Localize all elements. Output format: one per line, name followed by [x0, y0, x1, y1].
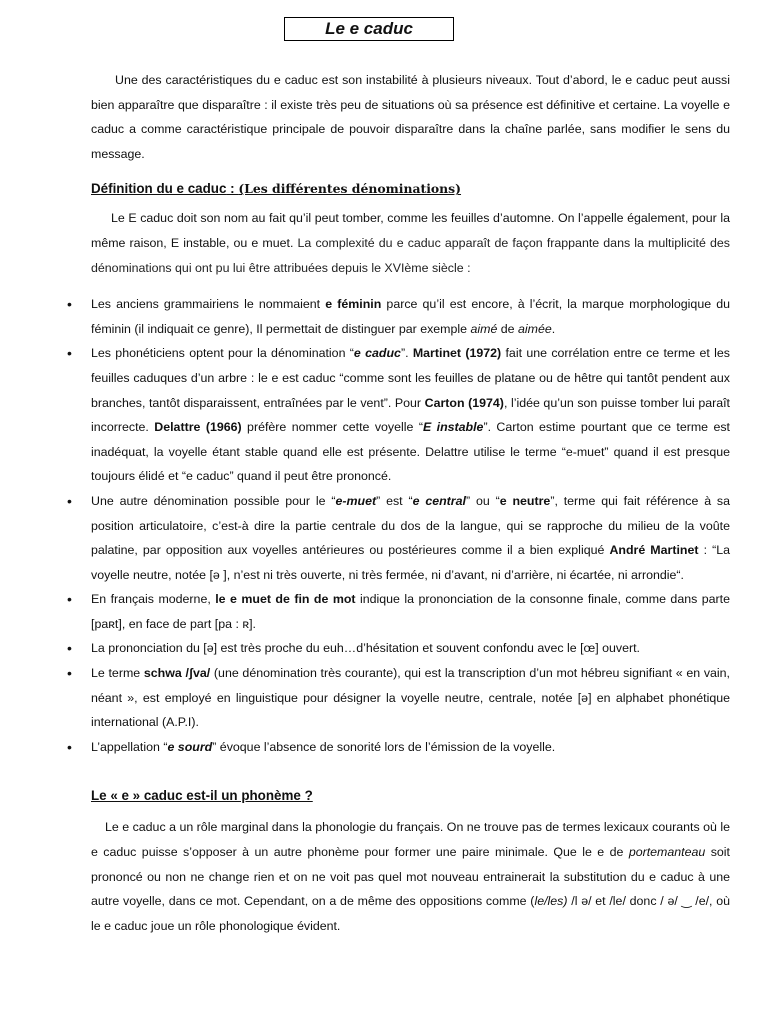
text-run: ”. Carton estime pourtant que ce terme est inadéquat, la voyelle étant stable quand elle est présente. Delattre utilise le terme “e-muet” quand il est presque toujours élidé et “e caduc” quand il peut être prononcé. — [91, 420, 730, 484]
text-run: ” est “ — [376, 493, 413, 508]
list-item — [91, 587, 730, 636]
section-heading-main: Définition du e caduc — [91, 181, 227, 197]
term-bold: e féminin — [325, 297, 382, 312]
term-bold-italic: E instable — [422, 420, 484, 435]
text-run: Une autre dénomination possible pour le “ — [91, 493, 336, 508]
text-run: Les phonéticiens optent pour la dénomination “ — [91, 346, 354, 361]
denominations-list — [91, 292, 730, 759]
section-heading-colon: : — [226, 181, 239, 197]
term-italic: aimé — [470, 321, 498, 336]
text-run: Le e caduc a un rôle marginal dans la phonologie du français. On ne trouve pas de termes lexicaux courants où le e caduc puisse s’opposer à un autre phonème pour former une paire minimale. Que le e de — [91, 820, 730, 860]
text-run: En français moderne, — [91, 592, 216, 607]
term-bold-italic: e caduc — [353, 346, 401, 361]
text-run: de — [497, 321, 519, 336]
text-run: (une dénomination très courante), qui est la transcription d’un mot hébreu signifiant « en vain, néant », est employé en linguistique pour désigner la voyelle neutre, centrale, notée [ə] en alphabet phonétique international (A.P.I). — [91, 666, 730, 730]
text-run: ” ou “ — [465, 493, 500, 508]
list-item: • La prononciation du [ə] est très proche du euh…d’hésitation et souvent confondu avec le [œ] ouvert. — [91, 636, 730, 661]
term-italic: portemanteau — [628, 845, 706, 860]
author-ref: Carton (1974) — [424, 395, 504, 410]
author-ref: André Martinet — [609, 543, 699, 558]
document-title: Le e caduc — [284, 17, 454, 41]
section-heading-sub: (Les différentes dénominations) — [238, 181, 462, 197]
term-bold: e neutre — [499, 493, 551, 508]
list-item — [91, 341, 730, 489]
text-run: parce qu’il est encore, à l’écrit, la marque morphologique du féminin (il indiquait ce genre), Il permettait de distinguer par exemple — [91, 297, 730, 336]
intro-paragraph: Une des caractéristiques du e caduc est son instabilité à plusieurs niveaux. Tout d’abord, le e caduc peut aussi bien apparaître que disparaître : il existe très peu de situations où sa présence est définitive et certaine. La voyelle e caduc a comme caractéristique principale de pouvoir disparaître dans la chaîne parlée, sans modifier le sens du message. — [91, 73, 730, 161]
term-italic: aimée — [518, 321, 552, 336]
text-run: /l ə/ et /le/ donc / ə/ ‿ /e/, où le e caduc joue un rôle phonologique évident. — [91, 894, 731, 933]
author-ref: Martinet (1972) — [412, 346, 502, 361]
text-run: indique la prononciation de la consonne finale, comme dans parte [paʀt], en face de part [pa : ʀ]. — [91, 592, 730, 631]
term-bold-italic: e central — [412, 493, 466, 508]
list-item — [91, 661, 730, 735]
term-bold-italic: e sourd — [167, 739, 213, 754]
section-heading-definition — [91, 178, 730, 200]
text-run: L’appellation “ — [91, 739, 168, 754]
definition-text-2: La complexité du e caduc apparaît de façon frappante dans la multiplicité des dénominations qui ont pu lui être attribuées depuis le XVIème siècle : — [91, 235, 730, 275]
document-body — [91, 68, 730, 938]
text-run: préfère nommer cette voyelle “ — [241, 420, 423, 435]
definition-paragraph — [91, 206, 730, 280]
list-item — [91, 489, 730, 587]
author-ref: Delattre (1966) — [154, 420, 242, 435]
text-run: Les anciens grammairiens le nommaient — [91, 297, 326, 312]
phoneme-paragraph — [91, 815, 730, 938]
list-item — [91, 292, 730, 341]
term-italic: le/les) — [534, 894, 568, 909]
text-run: , l’idée qu’un son puisse tomber lui paraît incorrecte. — [91, 395, 730, 435]
section-heading-phoneme: Le « e » caduc est-il un phonème ? — [91, 788, 313, 804]
text-run: : “La voyelle neutre, notée [ə ], n’est ni très ouverte, ni très fermée, ni d’avant, ni d’arrière, ni écartée, ni arrondie“. — [91, 543, 730, 582]
text-run: soit prononcé ou non ne change rien et on ne voit pas quel mot nouveau entrainerait la substitution du e caduc à une autre voyelle, dans ce mot. Cependant, on a de même des oppositions comme ( — [91, 845, 730, 909]
list-item — [91, 735, 730, 760]
term-bold: schwa /ʃva/ — [143, 666, 211, 681]
text-run: ”. — [400, 346, 413, 361]
term-bold-italic: e-muet — [335, 493, 377, 508]
term-bold: le e muet de fin de mot — [215, 592, 356, 607]
text-run: fait une corrélation entre ce terme et les feuilles caduques d’un arbre : le e est caduc “comme sont les feuilles de platane ou de hêtre qui tantôt pendent aux branches, tantôt disparaissent, entraînées par le vent”. Pour — [91, 346, 730, 410]
definition-text-1: Le E caduc doit son nom au fait qu’il peut tomber, comme les feuilles d’automne. On l’appelle également, pour la même raison, E instable, ou e muet. — [91, 211, 730, 250]
text-run: Le terme — [91, 666, 144, 681]
text-run: ” évoque l’absence de sonorité lors de l’émission de la voyelle. — [212, 739, 556, 754]
text-run: ”, terme qui fait référence à sa position articulatoire, c’est-à dire la partie centrale du dos de la langue, qui se rapproche du milieu de la voûte palatine, par opposition aux voyelles antérieures ou postérieures comme il a bien expliqué — [91, 493, 731, 558]
text-run: . — [551, 321, 556, 336]
